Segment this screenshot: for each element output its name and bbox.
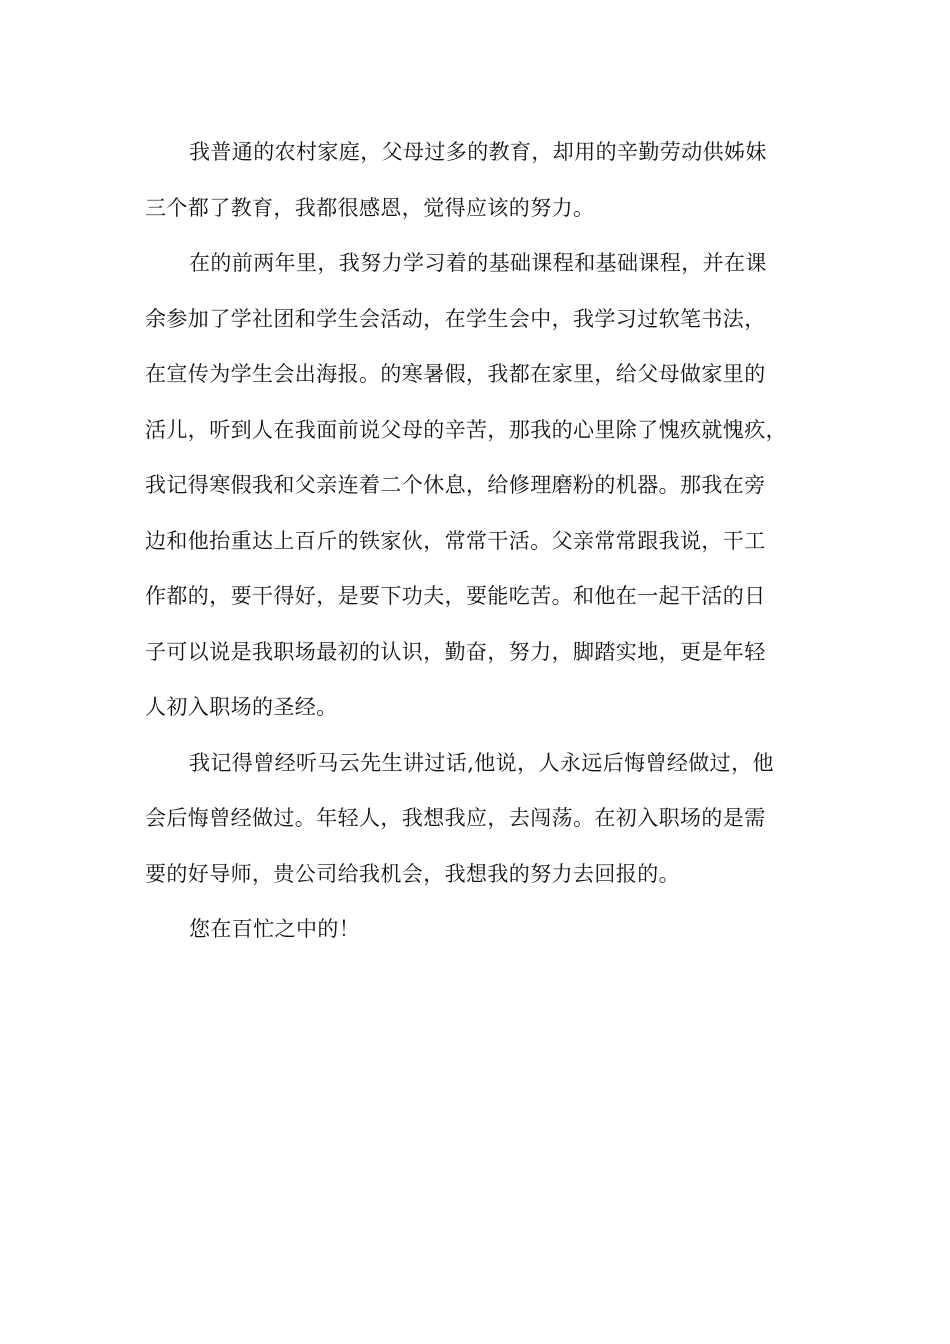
text-line: 您在百忙之中的！ [189, 917, 361, 941]
text-line: 活儿，听到人在我面前说父母的辛苦，那我的心里除了愧疚就愧疚， [145, 417, 787, 442]
text-line: 要的好导师，贵公司给我机会，我想我的努力去回报的。 [145, 861, 680, 886]
text-line: 人初入职场的圣经。 [145, 695, 338, 719]
text-line: 在的前两年里，我努力学习着的基础课程和基础课程，并在课 [189, 251, 767, 275]
text-line: 边和他抬重达上百斤的铁家伙，常常干活。父亲常常跟我说，干工 [145, 528, 766, 553]
paragraph-1 [145, 125, 825, 236]
text-line: 我记得寒假我和父亲连着二个休息，给修理磨粉的机器。那我在旁 [145, 473, 766, 497]
text-line: 作都的，要干得好，是要下功夫，要能吃苦。和他在一起干活的日 [145, 584, 766, 608]
body-text [145, 125, 825, 958]
paragraph-4 [145, 902, 825, 958]
text-line: 会后悔曾经做过。年轻人，我想我应，去闯荡。在初入职场的是需 [145, 806, 766, 830]
text-line: 在宣传为学生会出海报。的寒暑假，我都在家里，给父母做家里的 [145, 362, 766, 386]
text-line: 我普通的农村家庭，父母过多的教育，却用的辛勤劳动供姊妹 [189, 140, 767, 164]
paragraph-3 [145, 736, 825, 903]
text-line: 我记得曾经听马云先生讲过话,他说，人永远后悔曾经做过，他 [189, 750, 774, 775]
text-line: 余参加了学社团和学生会活动，在学生会中，我学习过软笔书法， [145, 306, 766, 331]
paragraph-2 [145, 236, 825, 736]
text-line: 三个都了教育，我都很感恩，觉得应该的努力。 [145, 195, 595, 220]
text-line: 子可以说是我职场最初的认识，勤奋，努力，脚踏实地，更是年轻 [145, 639, 766, 664]
